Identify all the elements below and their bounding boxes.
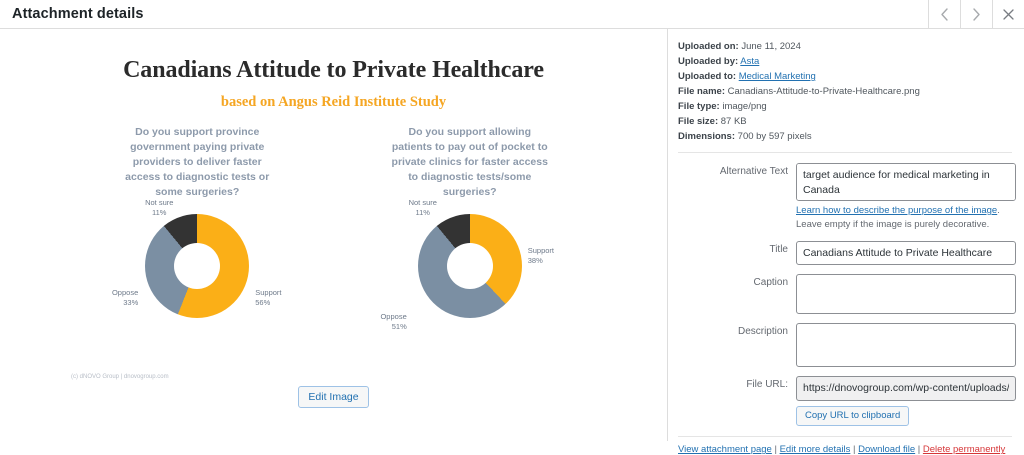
title-label: Title [769, 243, 788, 255]
graphic-title: Canadians Attitude to Private Healthcare [123, 57, 544, 83]
attachment-metadata [678, 39, 1016, 144]
graphic-subtitle: based on Angus Reid Institute Study [220, 94, 447, 110]
attachment-action-links [678, 444, 1016, 455]
previous-attachment-button[interactable] [928, 0, 960, 28]
uploaded-by-link[interactable]: Asta [740, 56, 760, 67]
description-input[interactable] [796, 323, 1016, 367]
meta-label: Uploaded by: [678, 56, 739, 67]
alt-text-input[interactable] [796, 163, 1016, 201]
header-button-group [928, 0, 1024, 28]
field-row-description [678, 323, 1016, 367]
title-control [796, 241, 1016, 266]
alt-text-control [796, 163, 1016, 232]
link-separator-1: | [771, 444, 780, 455]
meta-uploaded-by [678, 54, 1016, 69]
slice-value: 38% [527, 255, 543, 265]
slice-name: Oppose [111, 287, 139, 297]
meta-label: Uploaded on: [678, 41, 739, 52]
charts-row [61, 125, 606, 358]
donut-ring-2 [418, 214, 522, 318]
chart-column-2 [334, 125, 607, 358]
meta-label: File size: [678, 116, 719, 127]
delete-permanently-link[interactable]: Delete permanently [922, 444, 1006, 455]
close-modal-button[interactable] [992, 0, 1024, 28]
field-row-caption [678, 274, 1016, 314]
slice-value: 51% [391, 321, 407, 331]
description-label: Description [737, 326, 788, 338]
meta-value: image/png [722, 101, 767, 112]
alt-text-help [796, 204, 1016, 232]
slice-name: Oppose [380, 311, 407, 321]
meta-uploaded-to [678, 69, 1016, 84]
meta-file-size [678, 114, 1016, 129]
caption-control [796, 274, 1016, 314]
link-separator-3: | [915, 444, 923, 455]
caption-input[interactable] [796, 274, 1016, 314]
chart-question-1: Do you support province government paying private providers to deliver faster access to diagnostic tests or some surgeries? [125, 126, 270, 198]
slice-label-not-sure-2 [393, 198, 453, 218]
alt-text-label: Alternative Text [719, 166, 788, 177]
chart-column-1 [61, 125, 334, 358]
chart-question-2: Do you support allowing patients to pay out of pocket to private clinics for faster access to diagnostic tests/some surgeries? [391, 126, 548, 198]
chevron-right-icon [972, 8, 981, 21]
file-url-control [796, 376, 1016, 426]
meta-label: Uploaded to: [678, 71, 737, 82]
slice-name: Support [255, 287, 282, 297]
link-separator-2: | [850, 444, 859, 455]
alt-text-help-link[interactable]: Learn how to describe the purpose of the image [796, 205, 998, 216]
edit-image-button[interactable]: Edit Image [298, 386, 368, 409]
field-row-file-url [678, 376, 1016, 426]
meta-label: File type: [678, 101, 720, 112]
uploaded-to-link[interactable]: Medical Marketing [738, 71, 816, 82]
view-attachment-page-link[interactable]: View attachment page [678, 444, 772, 455]
slice-label-oppose-1 [78, 288, 138, 308]
meta-value: 700 by 597 pixels [737, 131, 812, 142]
slice-value: 11% [415, 207, 430, 217]
slice-name: Not sure [145, 197, 174, 207]
description-control [796, 323, 1016, 367]
meta-label: Dimensions: [678, 131, 736, 142]
modal-header [0, 0, 1024, 29]
page-title: Attachment details [12, 6, 144, 22]
attachment-details-pane [668, 29, 1024, 455]
file-url-label: File URL: [746, 379, 788, 391]
edit-more-details-link[interactable]: Edit more details [779, 444, 851, 455]
close-icon [1003, 9, 1014, 20]
slice-value: 11% [152, 207, 167, 217]
slice-value: 33% [123, 297, 139, 307]
alt-text-help-rest: . Leave empty if the image is purely decorative. [796, 205, 1000, 230]
footer-divider [678, 436, 1012, 437]
meta-dimensions [678, 129, 1016, 144]
slice-value: 56% [255, 297, 271, 307]
slice-label-not-sure-1 [129, 198, 189, 218]
slice-label-oppose-2 [347, 312, 407, 332]
modal-body [0, 29, 1024, 455]
title-input[interactable] [796, 241, 1016, 266]
slice-label-support-2 [528, 246, 584, 266]
meta-label: File name: [678, 86, 725, 97]
copy-url-button[interactable]: Copy URL to clipboard [796, 406, 909, 426]
chevron-left-icon [940, 8, 949, 21]
donut-chart-1 [82, 197, 312, 358]
slice-name: Support [527, 245, 555, 255]
download-file-link[interactable]: Download file [858, 444, 916, 455]
metadata-divider [678, 152, 1012, 153]
graphic-credit: (c) dNOVO Group | dnovogroup.com [71, 373, 169, 380]
donut-chart-2 [355, 197, 585, 358]
meta-file-name [678, 84, 1016, 99]
meta-value: Canadians-Attitude-to-Private-Healthcare.png [727, 86, 920, 97]
field-row-title [678, 241, 1016, 266]
edit-image-row [298, 386, 368, 409]
field-row-alt-text [678, 163, 1016, 232]
meta-file-type [678, 99, 1016, 114]
meta-value: June 11, 2024 [741, 41, 801, 52]
next-attachment-button[interactable] [960, 0, 992, 28]
attachment-preview-pane [0, 29, 668, 441]
attachment-image [61, 29, 606, 380]
donut-ring-1 [145, 214, 249, 318]
meta-value: 87 KB [720, 116, 747, 127]
slice-label-support-1 [255, 288, 311, 308]
slice-name: Not sure [408, 197, 437, 207]
meta-uploaded-on [678, 39, 1016, 54]
file-url-input[interactable] [796, 376, 1016, 401]
caption-label: Caption [753, 277, 788, 289]
